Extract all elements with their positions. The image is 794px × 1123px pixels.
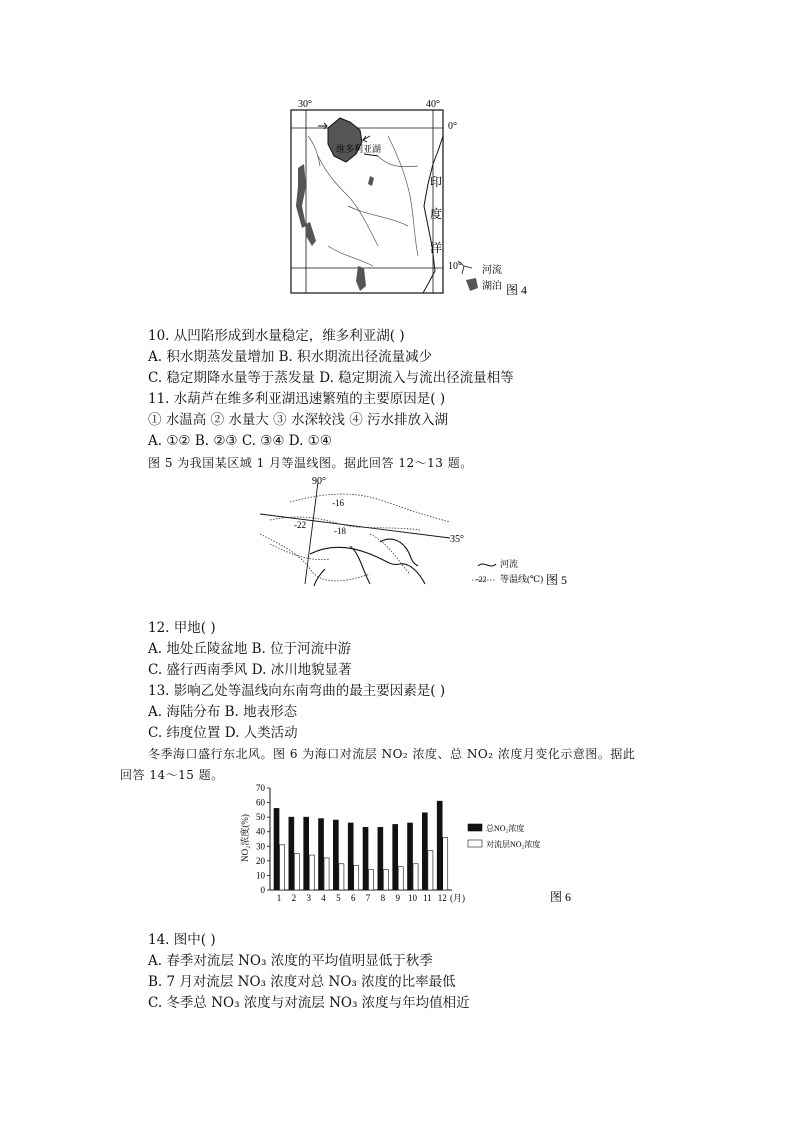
ocean-char-1: 印 — [430, 175, 443, 189]
chart-x-tick-label: 2 — [291, 893, 297, 903]
bar-total-month-6 — [348, 823, 353, 890]
chart-y-tick-label: 0 — [260, 885, 265, 895]
bar-troposphere-month-11 — [428, 851, 433, 890]
question-13-options-cd: C. 纬度位置 D. 人类活动 — [148, 725, 298, 741]
chart-x-tick-label: 3 — [306, 893, 311, 903]
chart-y-tick-label: 40 — [256, 826, 265, 837]
bar-troposphere-month-12 — [443, 838, 448, 890]
figure-6-caption: 图 6 — [550, 890, 572, 904]
bar-total-month-12 — [437, 801, 442, 890]
chart-x-tick-label: 4 — [321, 893, 326, 903]
bar-total-month-11 — [422, 813, 427, 890]
chart-y-tick-label: 60 — [256, 797, 265, 808]
bar-total-month-8 — [378, 827, 383, 890]
map4-lon-right: 40° — [426, 99, 440, 110]
question-11-options: A. ①② B. ②③ C. ③④ D. ①④ — [148, 433, 332, 449]
map5-lon: 90° — [312, 476, 326, 487]
chart-x-tick-label: 6 — [350, 893, 356, 903]
bar-troposphere-month-9 — [398, 867, 403, 890]
chart-x-tick-label: 9 — [395, 893, 400, 903]
bar-troposphere-month-5 — [339, 864, 344, 890]
map-figure-5 — [250, 474, 580, 594]
legend-troposphere-swatch — [468, 840, 482, 847]
bar-total-month-7 — [363, 827, 368, 890]
chart-xlabel: (月) — [450, 893, 465, 903]
isotherm-16: -16 — [332, 498, 344, 508]
legend-lake-icon — [466, 278, 478, 291]
lake-victoria — [328, 118, 362, 162]
question-14-option-c: C. 冬季总 NO₃ 浓度与对流层 NO₃ 浓度与年均值相近 — [148, 995, 470, 1011]
map4-lon-left: 30° — [298, 99, 312, 110]
bar-troposphere-month-3 — [309, 855, 314, 890]
figure-5-caption: 图 5 — [546, 573, 568, 587]
bar-total-month-1 — [274, 808, 279, 890]
chart-y-tick-label: 30 — [256, 841, 265, 852]
map5-legend-iso: 等温线(℃) — [500, 574, 544, 584]
map4-lat-top: 0° — [448, 121, 457, 132]
legend-river-icon-5 — [478, 564, 496, 566]
ocean-char-3: 洋 — [430, 241, 443, 255]
isotherm-18: -18 — [334, 526, 346, 536]
legend-total-swatch — [468, 824, 482, 831]
map5-legend-iso-value: -22 — [476, 575, 487, 584]
legend-total-label: 总NO₂浓度 — [486, 824, 525, 833]
question-11-stem: 11. 水葫芦在维多利亚湖迅速繁殖的主要原因是( ) — [148, 391, 446, 407]
question-12-stem: 12. 甲地( ) — [148, 620, 216, 636]
chart-x-tick-label: 12 — [437, 893, 447, 903]
bar-troposphere-month-7 — [369, 870, 374, 890]
question-11-statements: ① 水温高 ② 水量大 ③ 水深较浅 ④ 污水排放入湖 — [148, 412, 449, 428]
figure-6-intro-line2: 回答 14～15 题。 — [120, 768, 224, 782]
chart-x-tick-label: 1 — [276, 893, 282, 903]
question-14-stem: 14. 图中( ) — [148, 932, 216, 948]
map5-legend-river: 河流 — [500, 559, 519, 569]
chart-y-tick-label: 10 — [256, 870, 265, 881]
bar-total-month-5 — [333, 820, 338, 890]
chart-x-tick-label: 7 — [365, 893, 371, 903]
chart-ylabel: NO₂浓度(%) — [240, 814, 250, 862]
question-10-stem: 10. 从凹陷形成到水量稳定，维多利亚湖( ) — [148, 328, 405, 344]
question-13-stem: 13. 影响乙处等温线向东南弯曲的最主要因素是( ) — [148, 683, 446, 699]
map5-lat: 35° — [450, 534, 464, 545]
bar-troposphere-month-1 — [280, 845, 285, 890]
map4-lat-bottom: 10° — [448, 261, 462, 272]
bar-troposphere-month-8 — [383, 870, 388, 890]
bar-troposphere-month-4 — [324, 858, 329, 890]
lake-victoria-label: 维多利亚湖 — [336, 144, 382, 154]
chart-y-tick-label: 70 — [256, 783, 265, 793]
question-12-options-cd: C. 盛行西南季风 D. 冰川地貌显著 — [148, 662, 352, 678]
bar-total-month-10 — [408, 823, 413, 890]
chart-x-tick-label: 10 — [408, 893, 418, 903]
question-14-option-a: A. 春季对流层 NO₃ 浓度的平均值明显低于秋季 — [148, 953, 433, 969]
question-10-options-ab: A. 积水期蒸发量增加 B. 积水期流出径流量减少 — [148, 349, 433, 365]
bar-total-month-3 — [304, 817, 309, 890]
question-13-options-ab: A. 海陆分布 B. 地表形态 — [148, 704, 298, 720]
map-figure-4 — [288, 96, 578, 301]
figure-6-intro-line1: 冬季海口盛行东北风。图 6 为海口对流层 NO₂ 浓度、总 NO₂ 浓度月变化示意图。据此 — [148, 747, 636, 761]
chart-y-tick-label: 20 — [256, 855, 265, 866]
question-12-options-ab: A. 地处丘陵盆地 B. 位于河流中游 — [148, 641, 352, 657]
isotherm-22: -22 — [294, 520, 306, 530]
legend-troposphere-label: 对流层NO₂浓度 — [486, 840, 541, 849]
chart-y-tick-label: 50 — [256, 812, 265, 823]
question-10-options-cd: C. 稳定期降水量等于蒸发量 D. 稳定期流入与流出径流量相等 — [148, 370, 514, 386]
bar-troposphere-month-2 — [294, 854, 299, 890]
chart-x-tick-label: 11 — [423, 893, 432, 903]
figure-5-intro: 图 5 为我国某区域 1 月等温线图。据此回答 12～13 题。 — [148, 456, 473, 470]
chart-x-tick-label: 8 — [380, 893, 386, 903]
question-14-option-b: B. 7 月对流层 NO₃ 浓度对总 NO₃ 浓度的比率最低 — [148, 974, 456, 990]
bar-troposphere-month-10 — [413, 864, 418, 890]
bar-total-month-9 — [393, 824, 398, 890]
ocean-char-2: 度 — [430, 207, 443, 221]
bar-total-month-2 — [289, 817, 294, 890]
map4-legend-lake: 湖泊 — [482, 281, 502, 292]
chart-x-tick-label: 5 — [336, 893, 341, 903]
map4-legend-river: 河流 — [482, 265, 502, 276]
bar-total-month-4 — [319, 819, 324, 890]
bar-troposphere-month-6 — [354, 865, 359, 890]
no2-concentration-chart — [240, 780, 580, 908]
figure-4-caption: 图 4 — [506, 283, 528, 297]
